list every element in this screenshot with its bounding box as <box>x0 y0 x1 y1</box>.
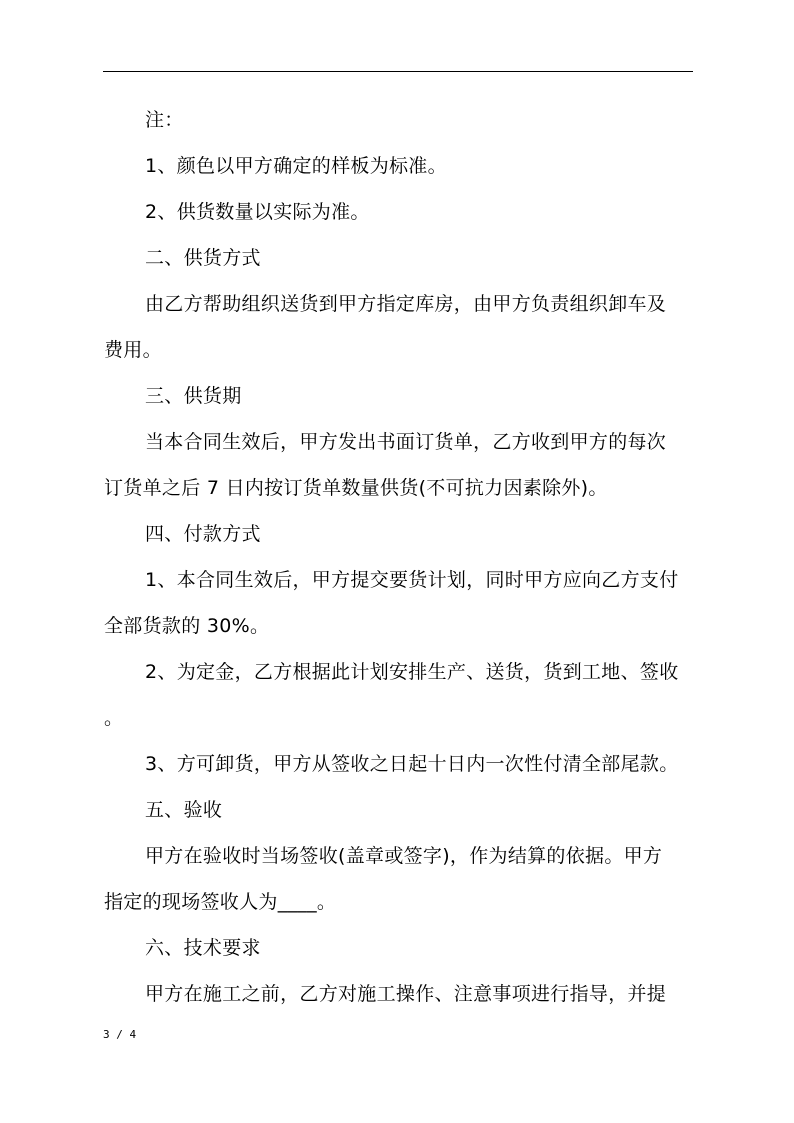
paragraph-line: 当本合同生效后，甲方发出书面订货单，乙方收到甲方的每次 <box>145 431 667 453</box>
paragraph-line: 全部货款的 30%。 <box>104 615 270 637</box>
paragraph-line: 。 <box>104 707 124 729</box>
paragraph-line: 1、本合同生效后，甲方提交要货计划，同时甲方应向乙方支付 <box>145 569 679 591</box>
note-item-1: 1、颜色以甲方确定的样板为标准。 <box>145 155 447 177</box>
paragraph-line: 甲方在验收时当场签收(盖章或签字)，作为结算的依据。甲方 <box>145 845 663 867</box>
header-rule <box>103 71 693 72</box>
section-heading-supply-period: 三、供货期 <box>145 385 242 407</box>
paragraph-line: 指定的现场签收人为____。 <box>104 891 337 913</box>
section-heading-acceptance: 五、验收 <box>145 799 223 821</box>
note-item-2: 2、供货数量以实际为准。 <box>145 201 370 223</box>
section-heading-supply-method: 二、供货方式 <box>145 247 261 269</box>
paragraph-line: 由乙方帮助组织送货到甲方指定库房，由甲方负责组织卸车及 <box>145 293 667 315</box>
section-heading-payment: 四、付款方式 <box>145 523 261 545</box>
note-heading: 注： <box>145 109 184 131</box>
paragraph-line: 3、方可卸货，甲方从签收之日起十日内一次性付清全部尾款。 <box>145 753 679 775</box>
section-heading-technical: 六、技术要求 <box>145 937 261 959</box>
paragraph-line: 费用。 <box>104 339 162 361</box>
paragraph-line: 甲方在施工之前，乙方对施工操作、注意事项进行指导，并提 <box>145 983 667 1005</box>
page-number: 3 / 4 <box>103 1028 137 1041</box>
paragraph-line: 订货单之后 7 日内按订货单数量供货(不可抗力因素除外)。 <box>104 477 608 499</box>
paragraph-line: 2、为定金，乙方根据此计划安排生产、送货，货到工地、签收 <box>145 661 679 683</box>
